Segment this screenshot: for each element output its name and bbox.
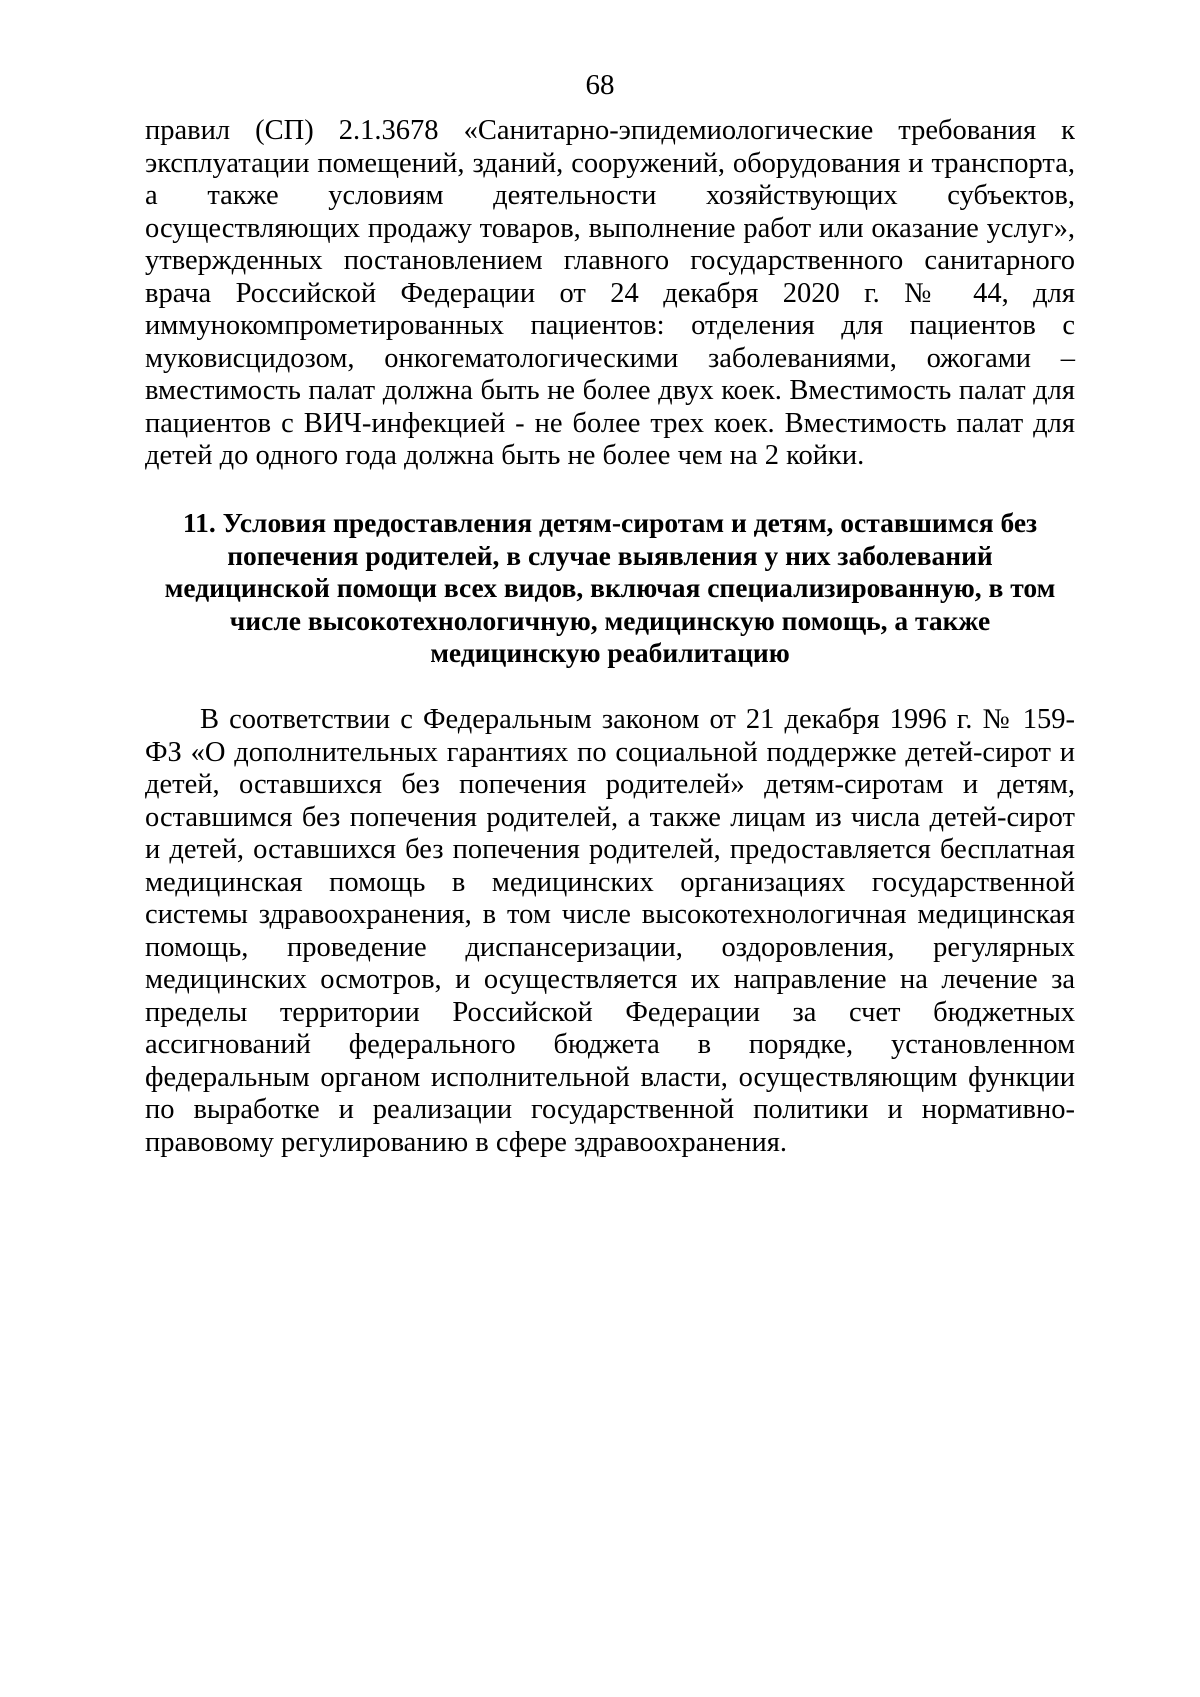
section-heading: 11. Условия предоставления детям-сиротам и детям, оставшимся без попечения родителей, в случае выявления у них заболеваний медицинской помощи всех видов, включая специализированную, в том числе высокотехнологичную, медицинскую помощь, а также медицинскую реабилитацию (164, 507, 1056, 668)
section-paragraph: В соответствии с Федеральным законом от 21 декабря 1996 г. № 159-ФЗ «О дополнительных гарантиях по социальной поддержке детей-сирот и детей, оставшихся без попечения родителей» детям-сиротам и детям, оставшимся без попечения родителей, а также лицам из числа детей-сирот и детей, оставшихся без попечения родителей, предоставляется бесплатная медицинская помощь в медицинских организациях государственной системы здравоохранения, в том числе высокотехнологичная медицинская помощь, проведение диспансеризации, оздоровления, регулярных медицинских осмотров, и осуществляется их направление на лечение за пределы территории Российской Федерации за счет бюджетных ассигнований федерального бюджета в порядке, установленном федеральным органом исполнительной власти, осуществляющим функции по выработке и реализации государственной политики и нормативно-правовому регулированию в сфере здравоохранения. (145, 704, 1075, 1158)
page-number: 68 (585, 69, 615, 101)
continuation-paragraph: правил (СП) 2.1.3678 «Санитарно-эпидемиологические требования к эксплуатации помещений, зданий, сооружений, оборудования и транспорта, а также условиям деятельности хозяйствующих субъектов, осуществляющих продажу товаров, выполнение работ или оказание услуг», утвержденных постановлением главного государственного санитарного врача Российской Федерации от 24 декабря 2020 г. № 44, для иммунокомпрометированных пациентов: отделения для пациентов с муковисцидозом, онкогематологическими заболеваниями, ожогами – вместимость палат должна быть не более двух коек. Вместимость палат для пациентов с ВИЧ-инфекцией - не более трех коек. Вместимость палат для детей до одного года должна быть не более чем на 2 койки. (145, 115, 1075, 471)
